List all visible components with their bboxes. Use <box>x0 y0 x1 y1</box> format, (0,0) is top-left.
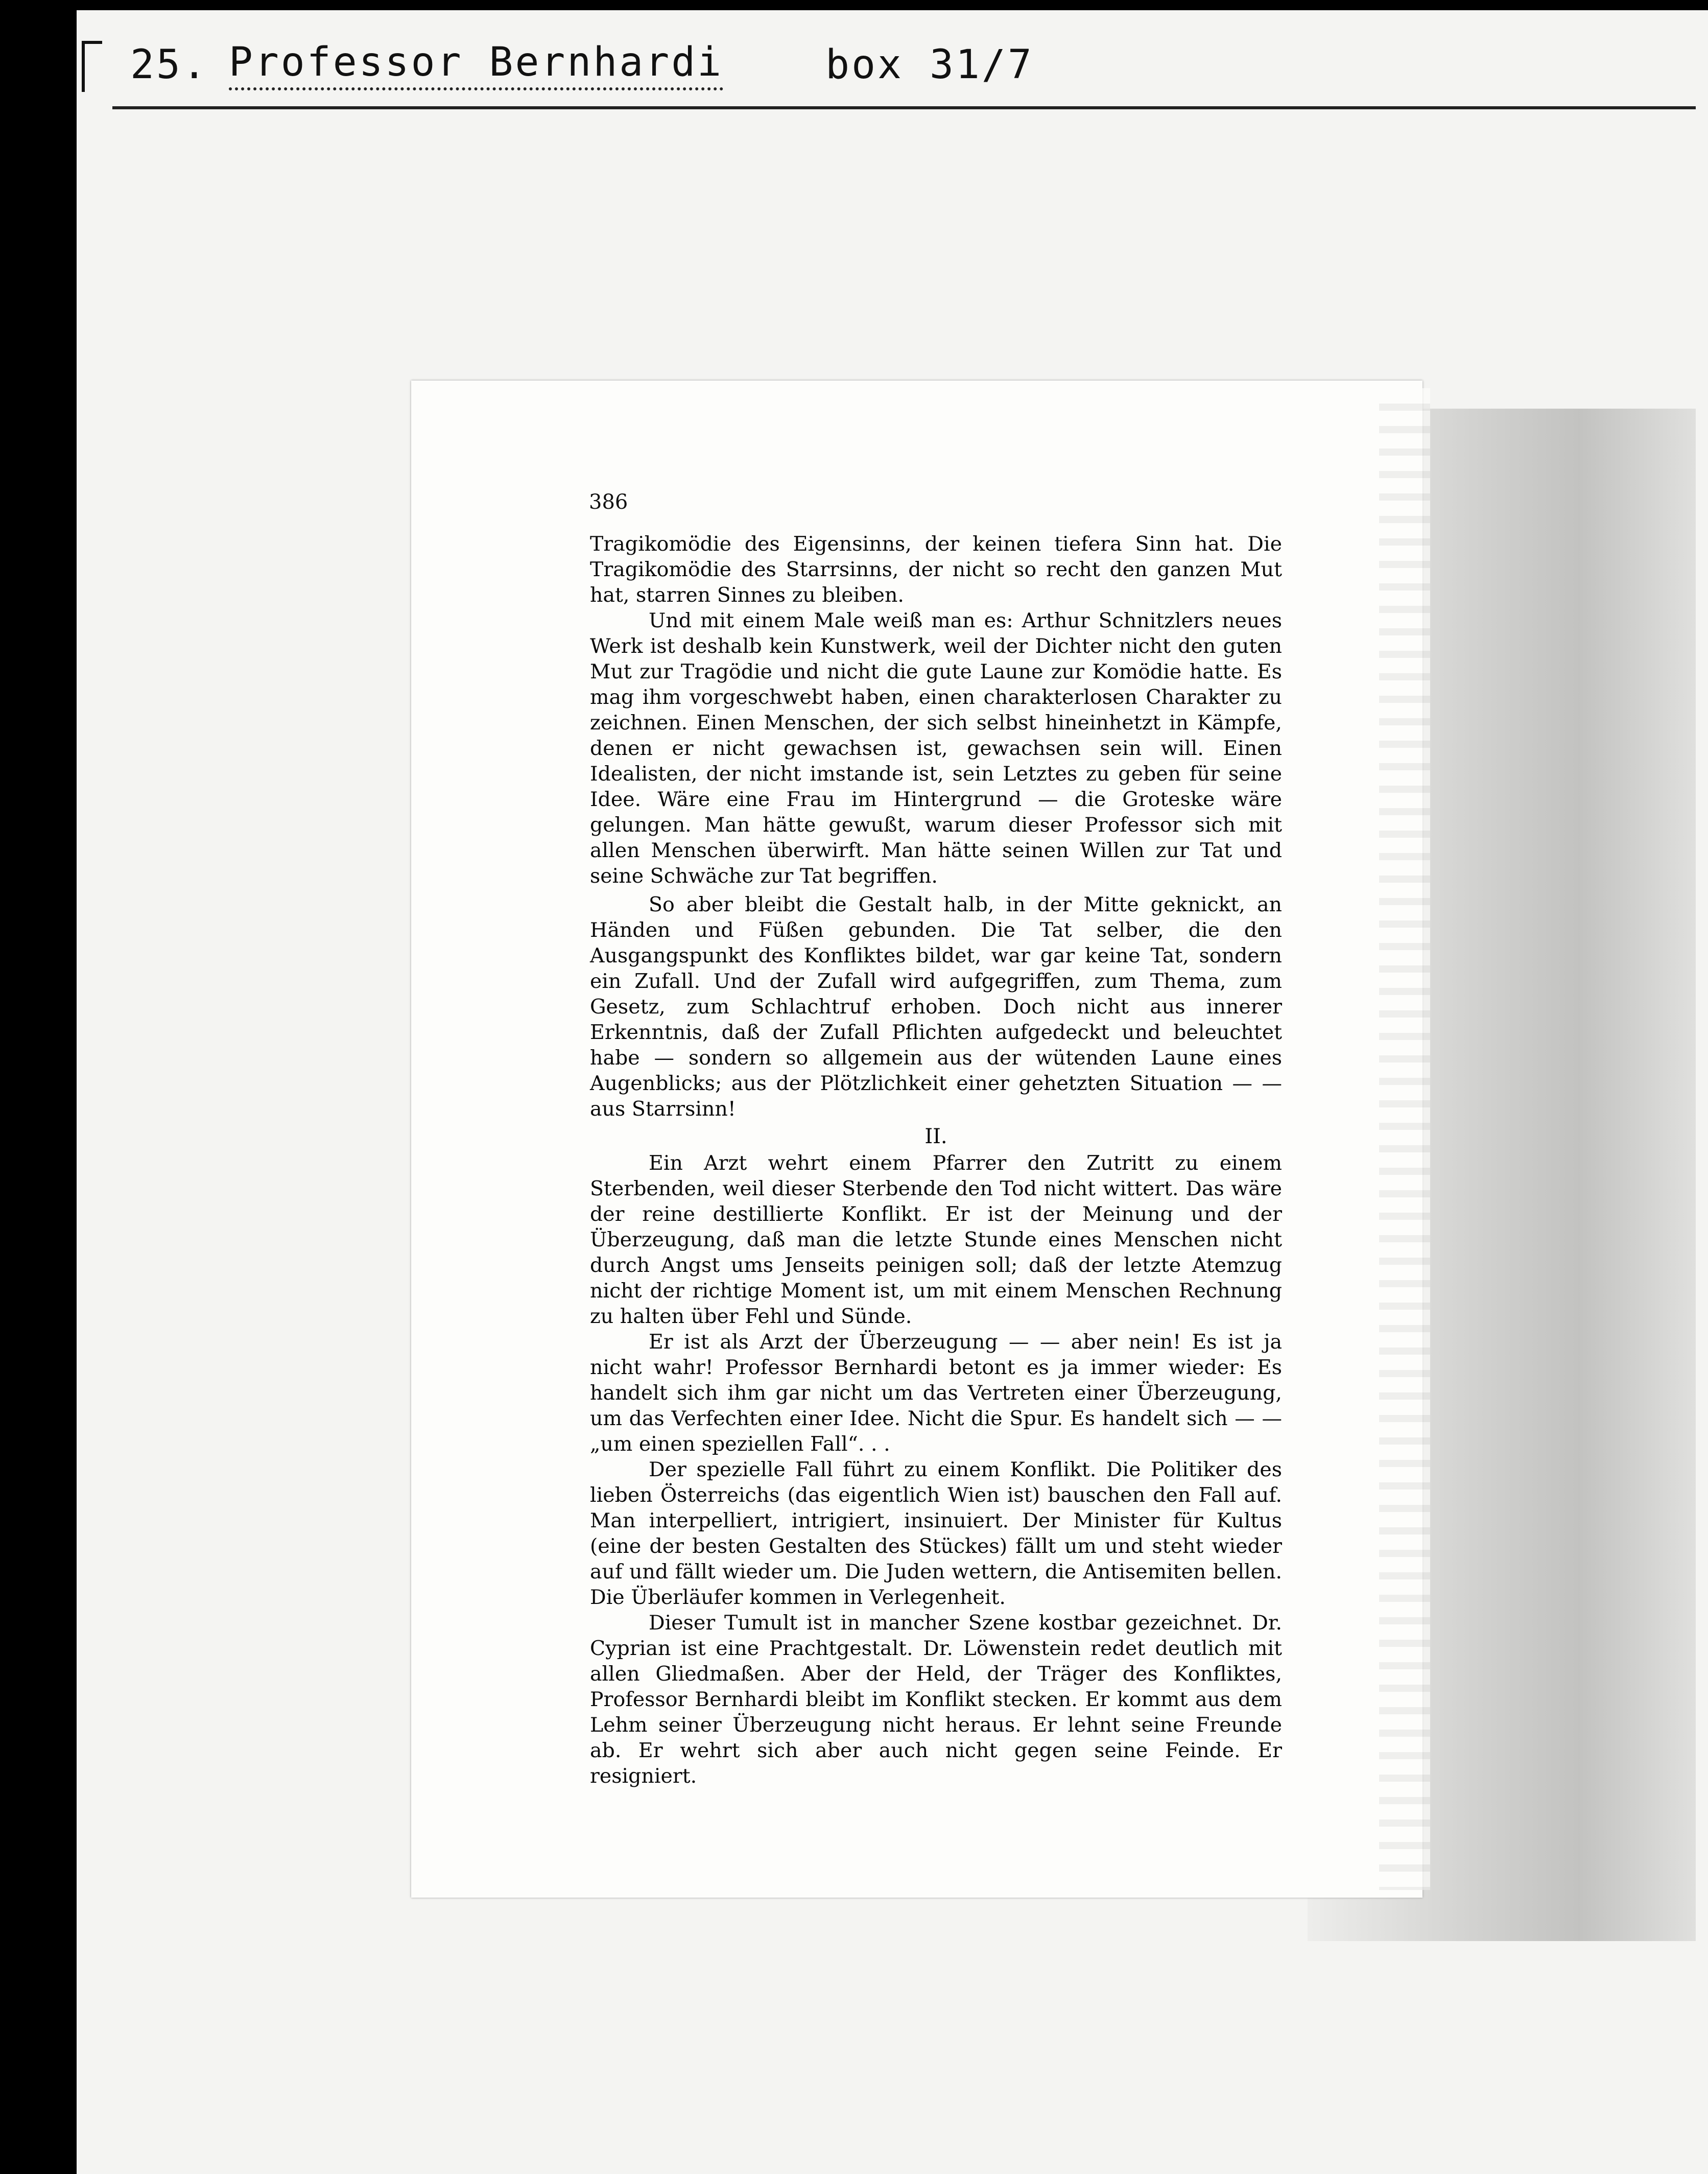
article-body <box>590 531 1282 1789</box>
header-rule <box>112 106 1696 109</box>
paragraph: Dieser Tumult ist in mancher Szene kostbar gezeichnet. Dr. Cyprian ist eine Prachtgestalt. Dr. Löwenstein redet deutlich mit allen Gliedmaßen. Aber der Held, der Träger des Konfliktes, Professor Bernhardi bleibt im Konflikt stecken. Er kommt aus dem Lehm seiner Überzeugung nicht heraus. Er lehnt seine Freunde ab. Er wehrt sich aber auch nicht gegen seine Feinde. Er resigniert. <box>590 1611 1282 1788</box>
box-label: box 31/7 <box>825 42 1034 88</box>
paragraph: Er ist als Arzt der Überzeugung — — aber nein! Es ist ja nicht wahr! Professor Bernhardi betont es ja immer wieder: Es handelt sich ihm gar nicht um das Vertreten einer Überzeugung, um das Verfechten einer Idee. Nicht die Spur. Es handelt sich — — „um einen speziellen Fall“. . . <box>590 1330 1282 1456</box>
clipping-torn-edge <box>1379 388 1430 1890</box>
paragraph: Und mit einem Male weiß man es: Arthur Schnitzlers neues Werk ist deshalb kein Kunstwerk, weil der Dichter nicht den guten Mut zur Tragödie und nicht die gute Laune zur Komödie hatte. Es mag ihm vorgeschwebt haben, einen charakterlosen Charakter zu zeichnen. Einen Menschen, der sich selbst hineinhetzt in Kämpfe, denen er nicht gewachsen ist, gewachsen sein will. Einen Idealisten, der nicht imstande ist, sein Letztes zu geben für seine Idee. Wäre eine Frau im Hintergrund — die Groteske wäre gelungen. Man hätte gewußt, warum dieser Professor sich mit allen Menschen überwirft. Man hätte seinen Willen zur Tat und seine Schwäche zur Tat begriffen. <box>590 609 1282 888</box>
corner-bracket-top <box>82 41 102 44</box>
paragraph: Ein Arzt wehrt einem Pfarrer den Zutritt zu einem Sterbenden, weil dieser Sterbende den Tod nicht wittert. Das wäre der reine destillierte Konflikt. Er ist der Meinung und der Überzeugung, daß man die letzte Stunde eines Menschen nicht durch Angst ums Jenseits peinigen soll; daß der letzte Atemzug nicht der richtige Moment ist, um mit einem Menschen Rechnung zu halten über Fehl und Sünde. <box>590 1151 1282 1328</box>
paragraph: Der spezielle Fall führt zu einem Konflikt. Die Politiker des lieben Österreichs (das eigentlich Wien ist) bauschen den Fall auf. Man interpelliert, intrigiert, insinuiert. Der Minister für Kultus (eine der besten Gestalten des Stückes) fällt um und steht wieder auf und fällt wieder um. Die Juden wettern, die Antisemiten bellen. Die Überläufer kommen in Verlegenheit. <box>590 1458 1282 1609</box>
paragraph: So aber bleibt die Gestalt halb, in der Mitte geknickt, an Händen und Füßen gebunden. Die Tat selber, die den Ausgangspunkt des Konfliktes bildet, war gar keine Tat, sondern ein Zufall. Und der Zufall wird aufgegriffen, zum Thema, zum Gesetz, zum Schlachtruf erhoben. Doch nicht aus innerer Erkenntnis, daß der Zufall Pflichten aufgedeckt und beleuchtet habe — sondern so allgemein aus der wütenden Laune eines Augenblicks; aus der Plötzlichkeit einer gehetzten Situation — — aus Starrsinn! <box>590 893 1282 1121</box>
page-number: 386 <box>589 490 628 514</box>
archive-header <box>130 32 1034 98</box>
paragraph: Tragikomödie des Eigensinns, der keinen tiefera Sinn hat. Die Tragikomödie des Starrsinns, der nicht so recht den ganzen Mut hat, starren Sinnes zu bleiben. <box>590 532 1282 607</box>
folder-number: 25. <box>130 42 208 88</box>
folder-title: Professor Bernhardi <box>229 39 723 90</box>
section-heading: II. <box>924 1125 947 1148</box>
corner-bracket <box>82 41 85 92</box>
